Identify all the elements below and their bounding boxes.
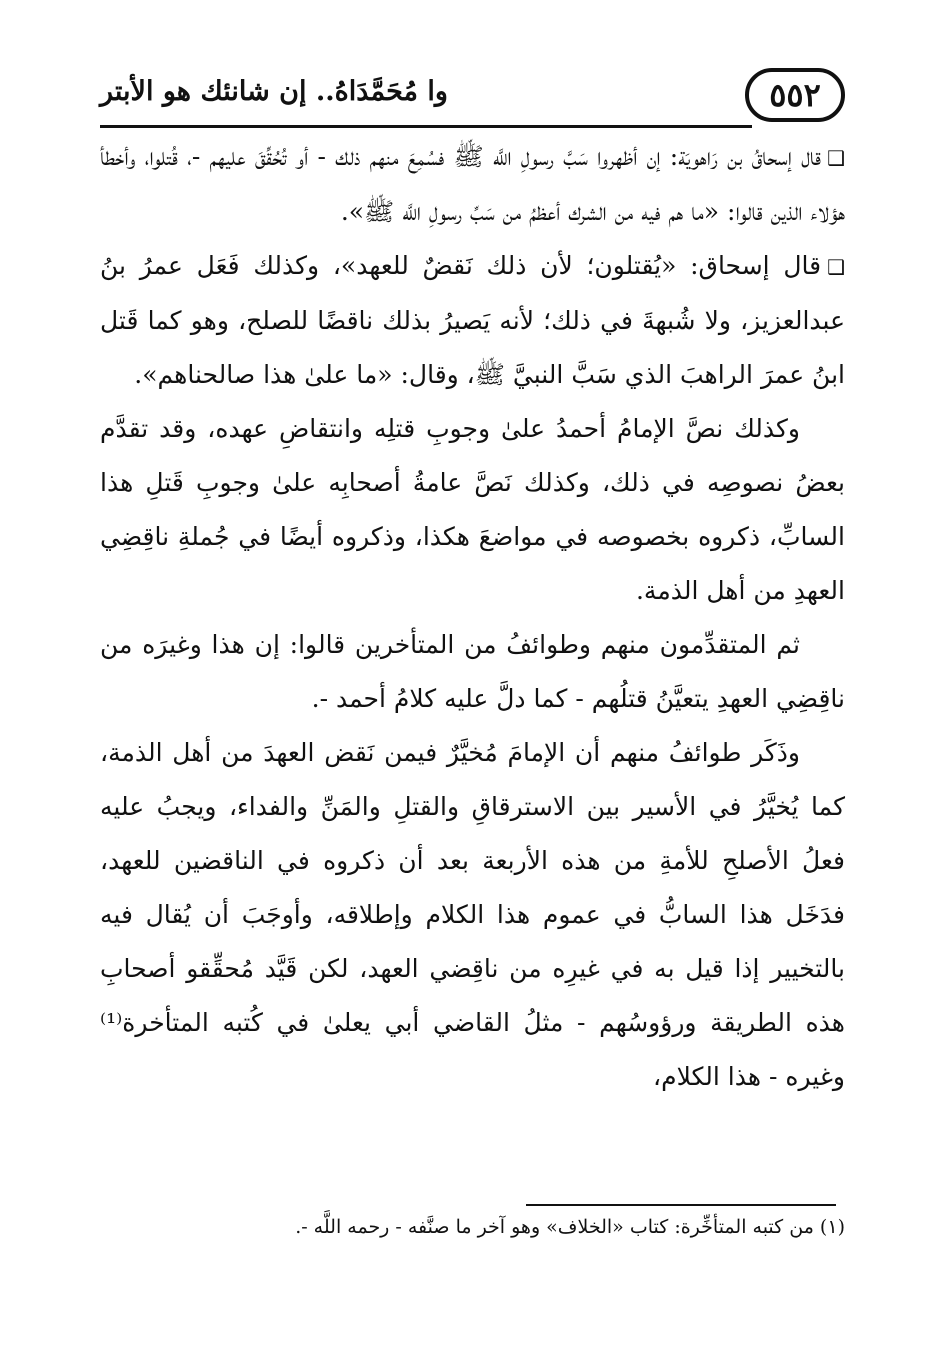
paragraph-text: ثم المتقدِّمون منهم وطوائفُ من المتأخرين قالوا: إن هذا وغيرَه من ناقِضِي العهدِ يتعيَّنُ قتلُهم - كما دلَّ عليه كلامُ أحمد -. (100, 630, 845, 713)
square-bullet-icon: ❑ (827, 255, 845, 279)
running-title: وا مُحَمَّدَاهُ.. إن شانئك هو الأبتر (100, 76, 448, 107)
paragraph-text: وكذلك نصَّ الإمامُ أحمدُ علىٰ وجوبِ قتلِه وانتقاضِ عهده، وقد تقدَّم بعضُ نصوصِه في ذلك، وكذلك نَصَّ عامةُ أصحابِه علىٰ وجوبِ قَتلِ هذا السابِّ، ذكروه بخصوصه في مواضعَ هكذا، وذكروه أيضًا في جُملةِ ناقِضِي العهدِ من أهل الذمة. (100, 414, 845, 605)
paragraph-text: وذَكَر طوائفُ منهم أن الإمامَ مُخيَّرٌ فيمن نَقض العهدَ من أهل الذمة، كما يُخيَّرُ في الأسير بين الاسترقاقِ والقتلِ والمَنِّ والفداء، ويجبُ عليه فعلُ الأصلحِ للأمةِ من هذه الأربعة بعد أن ذكروه في الناقضين للعهد، فدَخَل هذا السابُّ في عموم هذا الكلام وإطلاقه، وأوجَبَ أن يُقال فيه بالتخيير إذا قيل به في غيرِه من ناقِضي العهد، لكن قَيَّد مُحقِّقو أصحابِ هذه الطريقة ورؤوسُهم - مثلُ القاضي أبي يعلىٰ في كُتبه المتأخرة⁽¹⁾ وغيره - هذا الكلام، (100, 738, 845, 1091)
paragraph-text: قال إسحاقُ بن رَاهويَة: إن أظهروا سَبَّ رسولِ اللَّه ﷺ فسُمِعَ منهم ذلك - أو تُحُقِّقَ عليهم -، قُتلوا، وأخطأ هؤلاء الذين قالوا: «ما هم فيه من الشرك أعظمُ من سَبِّ رسولِ اللَّه ﷺ». (100, 142, 845, 226)
main-text (100, 130, 845, 1104)
paragraph-1 (100, 130, 845, 239)
paragraph-5 (100, 726, 845, 1104)
page-header (100, 66, 845, 128)
header-rule (100, 125, 752, 128)
paragraph-text: قال إسحاق: «يُقتلون؛ لأن ذلك نَقضٌ للعهد»، وكذلك فَعَل عمرُ بنُ عبدالعزيز، ولا شُبهةَ في ذلك؛ لأنه يَصيرُ بذلك ناقضًا للصلح، وهو كما قَتل ابنُ عمرَ الراهبَ الذي سَبَّ النبيَّ ﷺ، وقال: «ما علىٰ هذا صالحناهم». (100, 251, 845, 389)
paragraph-4 (100, 618, 845, 726)
footnote-rule (526, 1204, 836, 1206)
footnote: (١) من كتبه المتأخِّرة: كتاب «الخلاف» وهو آخر ما صنَّفه - رحمه اللَّه -. (295, 1216, 845, 1238)
paragraph-3 (100, 402, 845, 618)
square-bullet-icon: ❑ (827, 146, 845, 170)
paragraph-2 (100, 239, 845, 402)
page-number: ٥٥٢ (745, 68, 845, 122)
